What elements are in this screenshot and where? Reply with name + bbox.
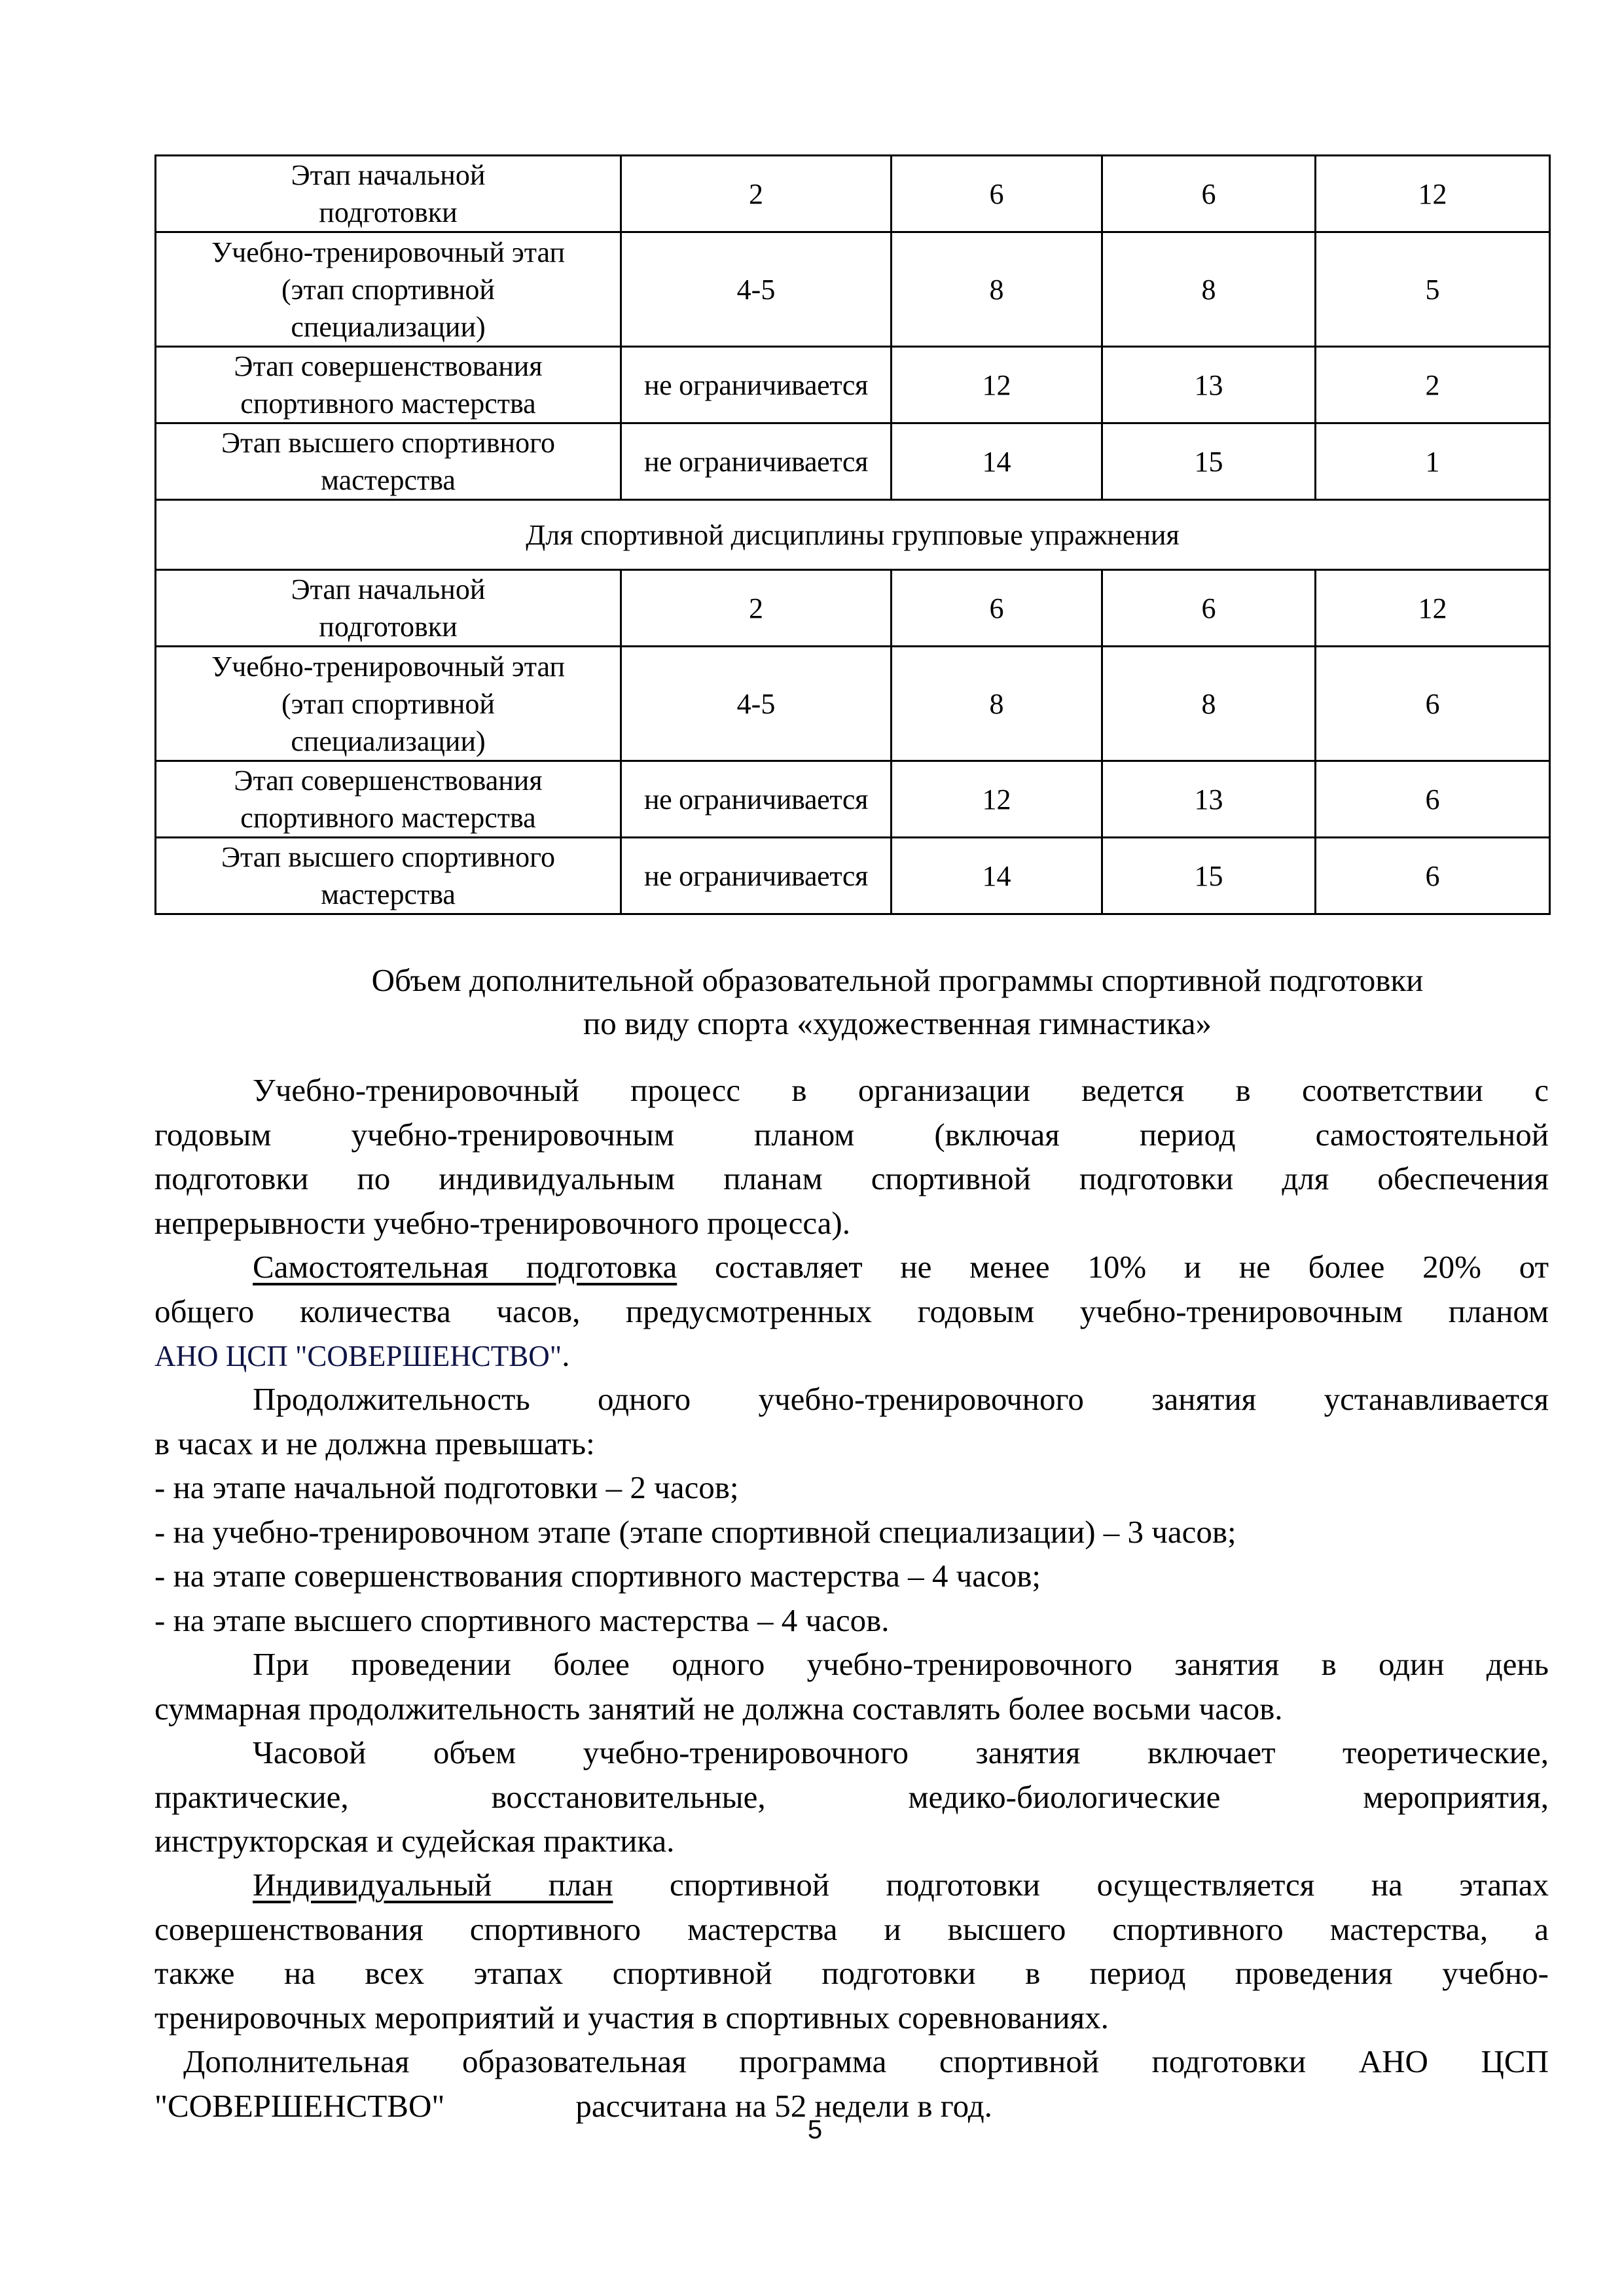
table-row xyxy=(156,156,1550,232)
section-heading xyxy=(154,959,1549,1045)
stage-name-cell: Этап начальной подготовки xyxy=(156,156,621,232)
min-age-cell: 12 xyxy=(892,761,1102,838)
table-row xyxy=(156,347,1550,423)
paragraph-hourly-volume: Часовой объем учебно-тренировочного занятия включает теоретические, практические, восстановительные, медико-биологические мероприятия, инструкторская и судейская практика. xyxy=(154,1734,1549,1859)
list-item: - на этапе высшего спортивного мастерства – 4 часов. xyxy=(154,1602,890,1638)
stage-name-cell: Этап высшего спортивного мастерства xyxy=(156,838,621,914)
duration-limits-list xyxy=(154,1465,1549,1642)
table-row xyxy=(156,647,1550,761)
page-number: 5 xyxy=(807,2115,823,2144)
stage-name-cell: Этап совершенствования спортивного мастерства xyxy=(156,347,621,423)
age-cell: 13 xyxy=(1102,761,1316,838)
duration-cell: 2 xyxy=(621,570,892,647)
min-age-cell: 8 xyxy=(892,232,1102,347)
table-row xyxy=(156,761,1550,838)
min-age-cell: 6 xyxy=(892,570,1102,647)
duration-cell: 4-5 xyxy=(621,232,892,347)
min-age-cell: 12 xyxy=(892,347,1102,423)
age-cell: 8 xyxy=(1102,232,1316,347)
age-cell: 6 xyxy=(1102,156,1316,232)
stage-name-cell: Этап высшего спортивного мастерства xyxy=(156,423,621,500)
count-cell: 6 xyxy=(1316,761,1550,838)
paragraph-self-training: Самостоятельная подготовка составляет не менее 10% и не более 20% от общего количества часов, предусмотренных годовым учебно-тренировочным планом АНО ЦСП "СОВЕРШЕНСТВО". xyxy=(154,1249,1549,1373)
table-row xyxy=(156,838,1550,914)
stage-name-cell: Этап совершенствования спортивного мастерства xyxy=(156,761,621,838)
list-item: - на учебно-тренировочном этапе (этапе спортивной специализации) – 3 часов; xyxy=(154,1513,1236,1550)
count-cell: 6 xyxy=(1316,647,1550,761)
stage-name-cell: Учебно-тренировочный этап (этап спортивной специализации) xyxy=(156,232,621,347)
age-cell: 15 xyxy=(1102,838,1316,914)
min-age-cell: 6 xyxy=(892,156,1102,232)
age-cell: 15 xyxy=(1102,423,1316,500)
stage-name-cell: Этап начальной подготовки xyxy=(156,570,621,647)
age-cell: 6 xyxy=(1102,570,1316,647)
stage-name-cell: Учебно-тренировочный этап (этап спортивной специализации) xyxy=(156,647,621,761)
duration-cell: 2 xyxy=(621,156,892,232)
self-training-term: Самостоятельная подготовка xyxy=(253,1249,677,1285)
min-age-cell: 14 xyxy=(892,423,1102,500)
count-cell: 2 xyxy=(1316,347,1550,423)
paragraph-session-duration: Продолжительность одного учебно-тренировочного занятия устанавливается в часах и не должна превышать: xyxy=(154,1381,1549,1462)
table-section-header-row xyxy=(156,500,1550,570)
count-cell: 12 xyxy=(1316,156,1550,232)
sport-stages-table xyxy=(154,154,1551,915)
min-age-cell: 8 xyxy=(892,647,1102,761)
paragraph-training-process: Учебно-тренировочный процесс в организации ведется в соответствии с годовым учебно-тренировочным планом (включая период самостоятельной подготовки по индивидуальным планам спортивной подготовки для обеспечения непрерывности учебно-тренировочного процесса). xyxy=(154,1072,1549,1241)
age-cell: 8 xyxy=(1102,647,1316,761)
heading-line-1: Объем дополнительной образовательной программы спортивной подготовки xyxy=(371,962,1424,998)
count-cell: 12 xyxy=(1316,570,1550,647)
paragraph-multiple-sessions: При проведении более одного учебно-тренировочного занятия в один день суммарная продолжительность занятий не должна составлять более восьми часов. xyxy=(154,1646,1549,1727)
paragraph-individual-plan: Индивидуальный план спортивной подготовки осуществляется на этапах совершенствования спортивного мастерства и высшего спортивного мастерства, а также на всех этапах спортивной подготовки в период проведения учебно- тренировочных мероприятий и участия в спортивных соревнованиях. xyxy=(154,1867,1549,2036)
count-cell: 5 xyxy=(1316,232,1550,347)
min-age-cell: 14 xyxy=(892,838,1102,914)
duration-cell: не ограничивается xyxy=(621,347,892,423)
heading-line-2: по виду спорта «художественная гимнастика» xyxy=(583,1005,1212,1041)
duration-cell: не ограничивается xyxy=(621,423,892,500)
count-cell: 1 xyxy=(1316,423,1550,500)
table-row xyxy=(156,423,1550,500)
table-row xyxy=(156,570,1550,647)
individual-plan-term: Индивидуальный план xyxy=(253,1867,613,1903)
duration-cell: не ограничивается xyxy=(621,838,892,914)
age-cell: 13 xyxy=(1102,347,1316,423)
paragraph-program-duration: Дополнительная образовательная программа спортивной подготовки АНО ЦСП "СОВЕРШЕНСТВО" рассчитана на 52 недели в год. xyxy=(154,2043,1549,2124)
count-cell: 6 xyxy=(1316,838,1550,914)
table-row xyxy=(156,232,1550,347)
duration-cell: 4-5 xyxy=(621,647,892,761)
list-item: - на этапе начальной подготовки – 2 часов; xyxy=(154,1469,739,1505)
organization-name: АНО ЦСП "СОВЕРШЕНСТВО" xyxy=(154,1340,562,1372)
section-header-cell: Для спортивной дисциплины групповые упражнения xyxy=(156,500,1550,570)
duration-cell: не ограничивается xyxy=(621,761,892,838)
list-item: - на этапе совершенствования спортивного мастерства – 4 часов; xyxy=(154,1558,1041,1594)
